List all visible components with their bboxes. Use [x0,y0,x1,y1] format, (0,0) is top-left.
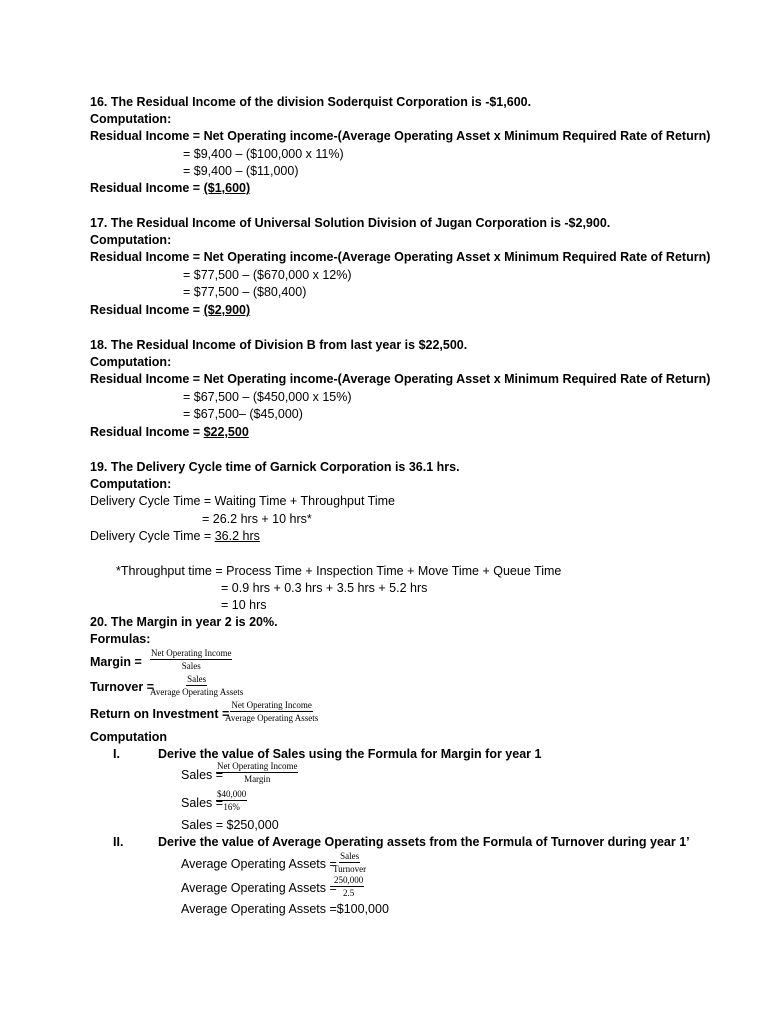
step-ii-number: II. [113,835,124,849]
result-label: Residual Income = [90,425,204,439]
formulas-label: Formulas: [90,632,151,646]
throughput-note-step-1: = 0.9 hrs + 0.3 hrs + 3.5 hrs + 5.2 hrs [221,581,428,595]
margin-denominator: Sales [181,661,201,671]
margin-numerator: Net Operating Income [151,648,232,658]
problem-19-result [90,528,260,544]
problem-20-title: 20. The Margin in year 2 is 20%. [90,615,278,629]
problem-16-computation-label: Computation: [90,112,172,126]
step-i-text: Derive the value of Sales using the Formula for Margin for year 1 [158,747,542,761]
result-value: $22,500 [203,425,249,439]
problem-18-step-2: = $67,500– ($45,000) [183,407,303,421]
result-value: ($1,600) [203,181,251,195]
problem-19-formula: Delivery Cycle Time = Waiting Time + Throughput Time [90,494,395,508]
problem-18-title: 18. The Residual Income of Division B from last year is $22,500. [90,338,468,352]
aoa-denominator: Turnover [333,864,367,874]
sales-denominator: Margin [244,774,271,784]
problem-17-result [90,302,250,318]
aoa-formula-label: Average Operating Assets = [181,857,337,871]
problem-19-computation-label: Computation: [90,477,172,491]
problem-16-formula: Residual Income = Net Operating income-(Average Operating Asset x Minimum Required Rate of Return) [90,129,711,143]
aoa-result: Average Operating Assets =$100,000 [181,902,389,916]
turnover-numerator: Sales [187,674,207,684]
problem-17-computation-label: Computation: [90,233,172,247]
sales-numerator: Net Operating Income [217,761,298,771]
problem-18-computation-label: Computation: [90,355,172,369]
problem-19-title: 19. The Delivery Cycle time of Garnick Corporation is 36.1 hrs. [90,460,460,474]
problem-16-step-2: = $9,400 – ($11,000) [183,164,299,178]
roi-fraction [225,700,318,723]
aoa-fraction [333,851,366,874]
sales-substituted-denominator: 16% [223,802,240,812]
problem-16-result [90,180,250,196]
result-value: ($2,900) [203,303,251,317]
problem-16-title: 16. The Residual Income of the division Soderquist Corporation is -$1,600. [90,95,532,109]
problem-17-step-2: = $77,500 – ($80,400) [183,285,307,299]
margin-fraction [150,648,232,671]
turnover-denominator: Average Operating Assets [150,687,244,697]
roi-denominator: Average Operating Assets [225,713,319,723]
throughput-note-step-2: = 10 hrs [221,598,267,612]
step-i-number: I. [113,747,120,761]
computation-label: Computation [90,730,168,744]
aoa-substituted-fraction [333,875,364,898]
sales-substituted-fraction [216,789,247,812]
problem-18-formula: Residual Income = Net Operating income-(Average Operating Asset x Minimum Required Rate of Return) [90,372,711,386]
problem-16-step-1: = $9,400 – ($100,000 x 11%) [183,147,344,161]
step-ii-text: Derive the value of Average Operating assets from the Formula of Turnover during year 1’ [158,835,690,849]
throughput-note-formula: *Throughput time = Process Time + Inspection Time + Move Time + Queue Time [116,564,562,578]
sales-result: Sales = $250,000 [181,818,279,832]
aoa-substituted-label: Average Operating Assets = [181,881,337,895]
result-value: 36.2 hrs [214,529,260,543]
problem-17-formula: Residual Income = Net Operating income-(Average Operating Asset x Minimum Required Rate of Return) [90,250,711,264]
aoa-numerator: Sales [340,851,360,861]
result-label: Residual Income = [90,181,204,195]
result-label: Residual Income = [90,303,204,317]
turnover-fraction [150,674,243,697]
margin-formula-label: Margin = [90,655,142,669]
aoa-substituted-denominator: 2.5 [343,888,355,898]
roi-numerator: Net Operating Income [231,700,312,710]
problem-17-step-1: = $77,500 – ($670,000 x 12%) [183,268,352,282]
sales-substituted-label: Sales = [181,796,224,810]
problem-18-step-1: = $67,500 – ($450,000 x 15%) [183,390,352,404]
turnover-formula-label: Turnover = [90,680,155,694]
sales-formula-label: Sales = [181,768,224,782]
problem-18-result [90,424,249,440]
problem-17-title: 17. The Residual Income of Universal Solution Division of Jugan Corporation is -$2,900. [90,216,611,230]
aoa-substituted-numerator: 250,000 [334,875,364,885]
result-label: Delivery Cycle Time = [90,529,215,543]
roi-formula-label: Return on Investment = [90,707,230,721]
sales-substituted-numerator: $40,000 [217,789,247,799]
sales-fraction [216,761,298,784]
problem-19-step-1: = 26.2 hrs + 10 hrs* [202,512,312,526]
